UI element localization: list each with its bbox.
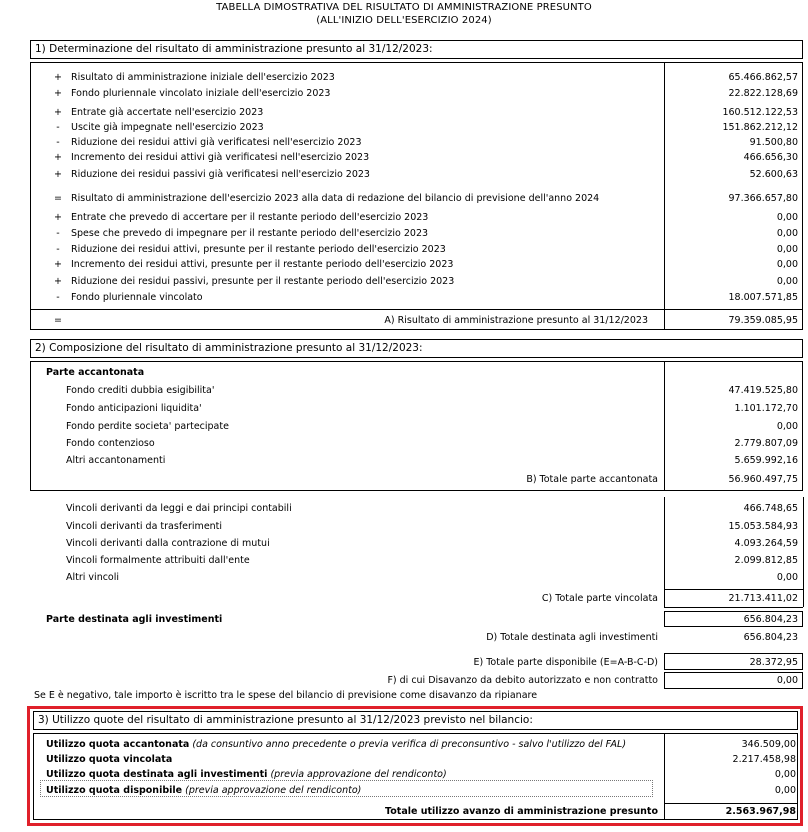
vincolata-row-label: Altri vincoli: [66, 572, 120, 583]
row-value: 91.500,80: [749, 137, 798, 148]
disavanzo-label: F) di cui Disavanzo da debito autorizzato e non contratto: [387, 675, 658, 686]
vincolata-row-value: 15.053.584,93: [728, 521, 798, 532]
row-sign: +: [54, 169, 62, 180]
row-label: Risultato di amministrazione iniziale dell'esercizio 2023: [71, 72, 335, 83]
row-sign: +: [54, 88, 62, 99]
investimenti-total-value: 656.804,23: [743, 632, 798, 643]
disavanzo-value: 0,00: [776, 675, 798, 686]
investimenti-total-label: D) Totale destinata agli investimenti: [486, 632, 658, 643]
row-label: Riduzione dei residui passivi, presunte per il restante periodo dell'esercizio 2023: [71, 276, 455, 287]
accantonata-row-label: Fondo crediti dubbia esigibilita': [66, 385, 215, 396]
accantonata-row-label: Fondo contenzioso: [66, 438, 155, 449]
utilizzo-note: (previa approvazione del rendiconto): [185, 785, 362, 796]
accantonata-row-label: Fondo perdite societa' partecipate: [66, 421, 229, 432]
utilizzo-note: (da consuntivo anno precedente o previa verifica di preconsuntivo - salvo l'utilizzo del FAL): [192, 739, 627, 750]
row-sign: +: [54, 152, 62, 163]
vincolata-total-label: C) Totale parte vincolata: [541, 593, 658, 604]
accantonata-row-value: 5.659.992,16: [734, 455, 798, 466]
row-value: 0,00: [776, 212, 798, 223]
utilizzo-row: [46, 785, 361, 796]
accantonata-row-label: Fondo anticipazioni liquidita': [66, 403, 202, 414]
utilizzo-note: (previa approvazione del rendiconto): [270, 769, 447, 780]
result-a-label: A) Risultato di amministrazione presunto al 31/12/2023: [384, 315, 648, 326]
disponibile-total-label: E) Totale parte disponibile (E=A-B-C-D): [473, 657, 658, 668]
utilizzo-label: Utilizzo quota destinata agli investimenti: [46, 769, 268, 780]
accantonata-title: Parte accantonata: [46, 367, 145, 378]
row-value: 18.007.571,85: [728, 292, 798, 303]
row-value: 466.656,30: [743, 152, 798, 163]
row-sign: -: [56, 292, 60, 303]
utilizzo-value: 2.217.458,98: [732, 754, 796, 765]
row-sign: +: [54, 259, 62, 270]
row-value: 97.366.657,80: [728, 193, 798, 204]
row-label: Riduzione dei residui attivi già verificatesi nell'esercizio 2023: [71, 137, 362, 148]
vincolata-row-value: 466.748,65: [743, 503, 798, 514]
accantonata-row-value: 2.779.807,09: [734, 438, 798, 449]
accantonata-total-value: 56.960.497,75: [728, 474, 798, 485]
section2-header: 2) Composizione del risultato di amministrazione presunto al 31/12/2023:: [30, 339, 803, 358]
row-value: 0,00: [776, 244, 798, 255]
row-sign: -: [56, 228, 60, 239]
row-label: Risultato di amministrazione dell'esercizio 2023 alla data di redazione del bilancio di previsione dell'anno 2024: [71, 193, 600, 204]
row-label: Incremento dei residui attivi già verificatesi nell'esercizio 2023: [71, 152, 370, 163]
accantonata-row-value: 1.101.172,70: [734, 403, 798, 414]
utilizzo-label: Utilizzo quota vincolata: [46, 754, 173, 765]
result-a-value: 79.359.085,95: [728, 315, 798, 326]
vincolata-row-label: Vincoli derivanti dalla contrazione di mutui: [66, 538, 270, 549]
utilizzo-label: Utilizzo quota disponibile: [46, 785, 183, 796]
accantonata-total-label: B) Totale parte accantonata: [526, 474, 658, 485]
accantonata-row-label: Altri accantonamenti: [66, 455, 166, 466]
row-value: 0,00: [776, 276, 798, 287]
row-sign: +: [54, 107, 62, 118]
utilizzo-label: Utilizzo quota accantonata: [46, 739, 190, 750]
row-value: 0,00: [776, 228, 798, 239]
page-title: TABELLA DIMOSTRATIVA DEL RISULTATO DI AMMINISTRAZIONE PRESUNTO: [216, 2, 592, 13]
vincolata-row-value: 0,00: [776, 572, 798, 583]
row-sign: -: [56, 122, 60, 133]
disponibile-total-value: 28.372,95: [749, 657, 798, 668]
utilizzo-row: [46, 754, 172, 765]
row-sign: -: [56, 137, 60, 148]
vincolata-row-label: Vincoli derivanti da trasferimenti: [66, 521, 223, 532]
utilizzo-row: [46, 739, 626, 750]
investimenti-title: Parte destinata agli investimenti: [46, 614, 223, 625]
row-value: 0,00: [776, 259, 798, 270]
utilizzo-value: 0,00: [774, 785, 796, 796]
row-sign: =: [54, 193, 62, 204]
investimenti-value: 656.804,23: [743, 614, 798, 625]
row-sign: +: [54, 276, 62, 287]
negative-note: Se E è negativo, tale importo è iscritto tra le spese del bilancio di previsione come disavanzo da ripianare: [34, 690, 538, 701]
row-label: Incremento dei residui attivi, presunte per il restante periodo dell'esercizio 2023: [71, 259, 454, 270]
vincolata-row-label: Vincoli formalmente attribuiti dall'ente: [66, 555, 250, 566]
vincolata-total-value: 21.713.411,02: [728, 593, 798, 604]
total-sign: =: [54, 315, 62, 326]
row-value: 65.466.862,57: [728, 72, 798, 83]
row-label: Uscite già impegnate nell'esercizio 2023: [71, 122, 264, 133]
row-sign: +: [54, 72, 62, 83]
page-subtitle: (ALL'INIZIO DELL'ESERCIZIO 2024): [316, 15, 492, 26]
section1-header: 1) Determinazione del risultato di amministrazione presunto al 31/12/2023:: [30, 40, 803, 59]
row-label: Riduzione dei residui passivi già verificatesi nell'esercizio 2023: [71, 169, 370, 180]
row-value: 52.600,63: [749, 169, 798, 180]
row-label: Entrate che prevedo di accertare per il restante periodo dell'esercizio 2023: [71, 212, 429, 223]
vincolata-row-label: Vincoli derivanti da leggi e dai principi contabili: [66, 503, 292, 514]
accantonata-row-value: 47.419.525,80: [728, 385, 798, 396]
row-label: Fondo pluriennale vincolato iniziale dell'esercizio 2023: [71, 88, 331, 99]
vincolata-row-value: 4.093.264,59: [734, 538, 798, 549]
row-value: 160.512.122,53: [722, 107, 798, 118]
row-label: Fondo pluriennale vincolato: [71, 292, 203, 303]
vincolata-row-value: 2.099.812,85: [734, 555, 798, 566]
row-label: Riduzione dei residui attivi, presunte per il restante periodo dell'esercizio 2023: [71, 244, 446, 255]
section3-header: 3) Utilizzo quote del risultato di amministrazione presunto al 31/12/2023 previsto nel bilancio:: [33, 711, 798, 730]
section3-total-value: 2.563.967,98: [725, 806, 796, 817]
row-value: 151.862.212,12: [722, 122, 798, 133]
row-value: 22.822.128,69: [728, 88, 798, 99]
section3-total-label: Totale utilizzo avanzo di amministrazione presunto: [385, 806, 658, 817]
row-sign: +: [54, 212, 62, 223]
row-label: Spese che prevedo di impegnare per il restante periodo dell'esercizio 2023: [71, 228, 429, 239]
utilizzo-value: 0,00: [774, 769, 796, 780]
row-sign: -: [56, 244, 60, 255]
utilizzo-row: [46, 769, 447, 780]
row-label: Entrate già accertate nell'esercizio 2023: [71, 107, 264, 118]
utilizzo-value: 346.509,00: [741, 739, 796, 750]
accantonata-row-value: 0,00: [776, 421, 798, 432]
